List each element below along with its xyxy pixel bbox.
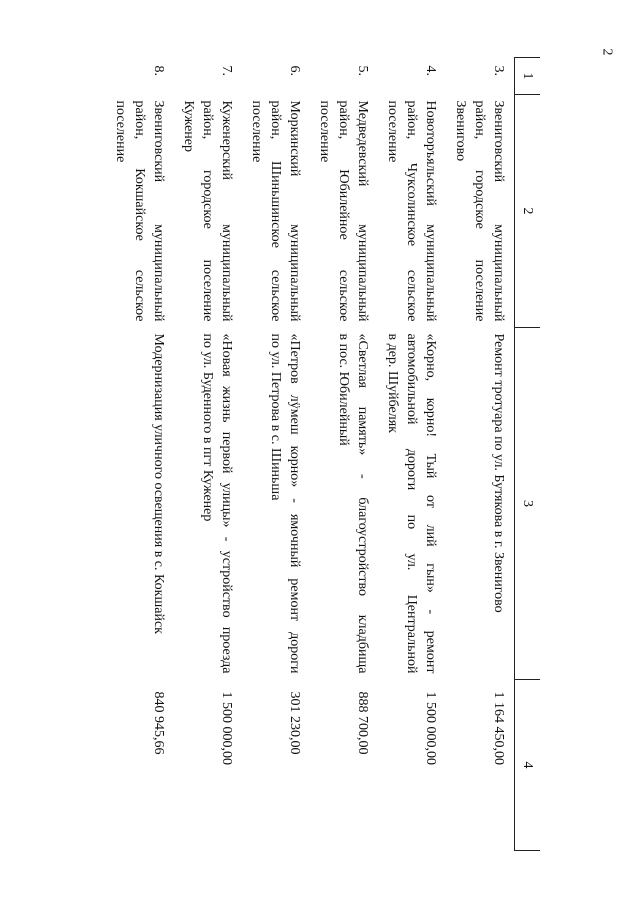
municipality-cell bbox=[379, 95, 447, 328]
amount-cell: 888 700,00 bbox=[355, 691, 371, 755]
municipality-cell-line: Новоторъяльский муниципальный bbox=[423, 100, 439, 322]
project-cell-line: в дер. Шуйбеляк bbox=[385, 333, 401, 433]
project-cell-line: по ул. Петрова в с. Шиньша bbox=[268, 333, 284, 501]
municipality-cell-line: Куженер bbox=[181, 100, 197, 153]
municipality-cell-line: район, городское поселение bbox=[472, 100, 487, 322]
municipality-cell bbox=[447, 95, 515, 328]
project-cell-line: Модернизация уличного освещения в с. Кокшайск bbox=[151, 333, 167, 634]
amount-cell: 301 230,00 bbox=[287, 691, 303, 755]
header-row bbox=[515, 58, 541, 851]
municipality-cell-line: район, городское поселение bbox=[200, 100, 216, 322]
municipality-cell-line: поселение bbox=[385, 100, 401, 163]
municipality-cell-line: Звениговский муниципальный bbox=[491, 100, 506, 322]
amount-cell: 1 500 000,00 bbox=[219, 691, 235, 765]
project-cell-line: по ул. Буденного в пгт Куженер bbox=[200, 333, 216, 522]
amount-cell: 1 164 450,00 bbox=[491, 691, 506, 765]
municipality-cell bbox=[311, 95, 379, 328]
column-header: 4 bbox=[515, 680, 541, 851]
municipality-cell-line: район, Шиньшинское сельское bbox=[268, 100, 284, 322]
table-row bbox=[447, 58, 515, 851]
row-number: 8. bbox=[151, 65, 167, 76]
municipality-cell-line: поселение bbox=[249, 100, 265, 163]
column-header: 2 bbox=[515, 95, 541, 328]
amount-cell: 840 945,66 bbox=[151, 691, 167, 755]
project-cell bbox=[107, 328, 175, 680]
row-number: 5. bbox=[355, 65, 371, 76]
municipality-cell-line: Звенигово bbox=[453, 100, 468, 162]
municipality-cell bbox=[107, 95, 175, 328]
projects-table bbox=[107, 57, 541, 851]
project-cell bbox=[175, 328, 243, 680]
project-cell bbox=[447, 328, 515, 680]
column-header: 1 bbox=[515, 58, 541, 95]
project-cell bbox=[379, 328, 447, 680]
project-cell-line: «Корно, корно! Тый от лий гын» - ремонт bbox=[423, 333, 439, 674]
row-number: 4. bbox=[423, 65, 439, 76]
column-header: 3 bbox=[515, 328, 541, 680]
project-cell-line: в пос. Юбилейный bbox=[336, 333, 352, 446]
municipality-cell-line: Моркинский муниципальный bbox=[287, 100, 303, 322]
table-row bbox=[243, 58, 311, 851]
municipality-cell-line: поселение bbox=[317, 100, 333, 163]
row-number: 3. bbox=[491, 65, 506, 76]
row-number: 7. bbox=[219, 65, 235, 76]
municipality-cell-line: Медведевский муниципальный bbox=[355, 100, 371, 322]
municipality-cell bbox=[243, 95, 311, 328]
page-number: 2 bbox=[599, 48, 615, 56]
project-cell bbox=[243, 328, 311, 680]
project-cell-line: «Новая жизнь первой улицы» - устройство проезда bbox=[219, 333, 235, 674]
project-cell-line: «Петров лÿмеш корно» - ямочный ремонт дороги bbox=[287, 333, 303, 674]
municipality-cell-line: район, Чуксолинское сельское bbox=[404, 100, 420, 322]
municipality-cell-line: Куженерский муниципальный bbox=[219, 100, 235, 322]
project-cell bbox=[311, 328, 379, 680]
municipality-cell-line: поселение bbox=[113, 100, 129, 163]
municipality-cell-line: Звениговский муниципальный bbox=[151, 100, 167, 322]
municipality-cell-line: район, Кокшайское сельское bbox=[132, 100, 148, 322]
project-cell-line: Ремонт тротуара по ул. Бутякова в г. Звенигово bbox=[491, 333, 506, 613]
table-row bbox=[175, 58, 243, 851]
project-cell-line: «Светлая память» - благоустройство кладбища bbox=[355, 333, 371, 674]
project-cell-line: автомобильной дороги по ул. Центральной bbox=[404, 333, 420, 674]
table-row bbox=[379, 58, 447, 851]
municipality-cell-line: район, Юбилейное сельское bbox=[336, 100, 352, 322]
table-row bbox=[107, 58, 175, 851]
row-number: 6. bbox=[287, 65, 303, 76]
amount-cell: 1 500 000,00 bbox=[423, 691, 439, 765]
table-row bbox=[311, 58, 379, 851]
municipality-cell bbox=[175, 95, 243, 328]
